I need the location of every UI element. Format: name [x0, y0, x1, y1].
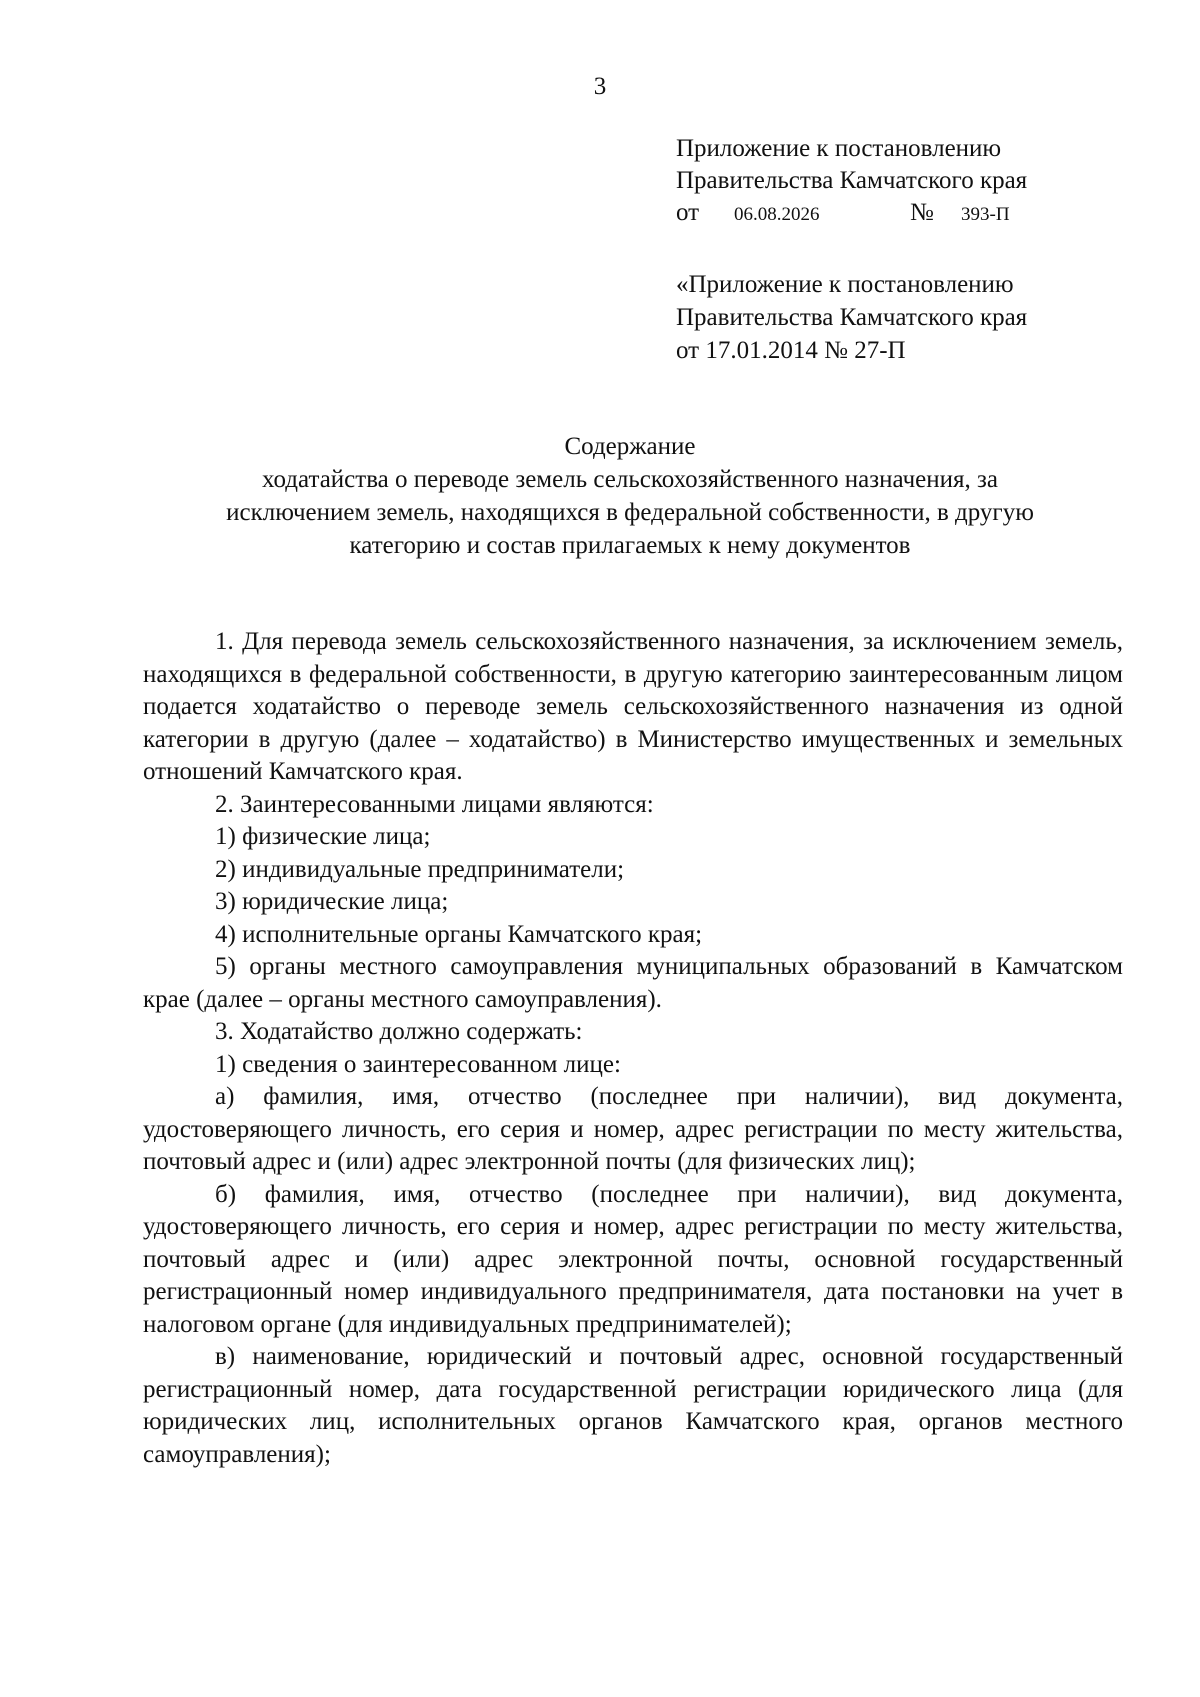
approval-block [676, 133, 1027, 231]
paragraph-1: 1. Для перевода земель сельскохозяйственного назначения, за исключением земель, находящихся в федеральной собственности, в другую категорию заинтересованным лицом подается ходатайство о переводе земель сельскохозяйственного назначения из одной категории в другую (далее – ходатайство) в Министерство имущественных и земельных отношений Камчатского края. [143, 628, 1123, 785]
list-item-executive-bodies: 4) исполнительные органы Камчатского края; [215, 920, 703, 948]
subitem-b: б) фамилия, имя, отчество (последнее при наличии), вид документа, удостоверяющего личность, его серия и номер, адрес регистрации по месту жительства, почтовый адрес и (или) адрес электронной почты, основной государственный регистрационный номер индивидуального предпринимателя, дата постановки на учет в налоговом органе (для индивидуальных предпринимателей); [143, 1180, 1123, 1338]
document-body [143, 626, 1123, 1471]
subitem-v: в) наименование, юридический и почтовый адрес, основной государственный регистрационный номер, дата государственной регистрации юридического лица (для юридических лиц, исполнительных органов Камчатского края, органов местного самоуправления); [143, 1343, 1123, 1468]
approval-ot-label: от [676, 199, 700, 226]
prior-approval-line-2: Правительства Камчатского края [676, 304, 1028, 331]
document-title [150, 430, 1110, 562]
approval-number-sign: № [910, 199, 934, 226]
list-item-individuals: 1) физические лица; [215, 823, 431, 850]
title-line-3: категорию и состав прилагаемых к нему документов [349, 532, 911, 559]
title-heading: Содержание [564, 433, 696, 460]
paragraph-2: 2. Заинтересованными лицами являются: [215, 790, 654, 818]
title-line-2: исключением земель, находящихся в федеральной собственности, в другую [226, 499, 1034, 526]
approval-date-line [676, 197, 1027, 231]
approval-date: 06.08.2026 [734, 204, 820, 225]
list-item-legal-entities: 3) юридические лица; [215, 888, 449, 915]
title-line-1: ходатайства о переводе земель сельскохозяйственного назначения, за [261, 466, 999, 493]
paragraph-3: 3. Ходатайство должно содержать: [215, 1018, 583, 1045]
subitem-a: а) фамилия, имя, отчество (последнее при наличии), вид документа, удостоверяющего личность, его серия и номер, адрес регистрации по месту жительства, почтовый адрес и (или) адрес электронной почты (для физических лиц); [143, 1083, 1123, 1175]
prior-approval-line-3: от 17.01.2014 № 27-П [676, 337, 906, 364]
prior-approval-block [676, 268, 1027, 367]
list-item-local-government: 5) органы местного самоуправления муниципальных образований в Камчатском крае (далее – органы местного самоуправления). [143, 953, 1123, 1013]
approval-line-1: Приложение к постановлению [676, 135, 1002, 162]
approval-number: 393-П [961, 204, 1010, 225]
list-item-entrepreneurs: 2) индивидуальные предприниматели; [215, 855, 625, 883]
approval-line-2: Правительства Камчатского края [676, 167, 1028, 194]
prior-approval-line-1: «Приложение к постановлению [676, 271, 1014, 298]
page-number: 3 [593, 73, 607, 100]
subitem-applicant-info: 1) сведения о заинтересованном лице: [215, 1050, 621, 1078]
